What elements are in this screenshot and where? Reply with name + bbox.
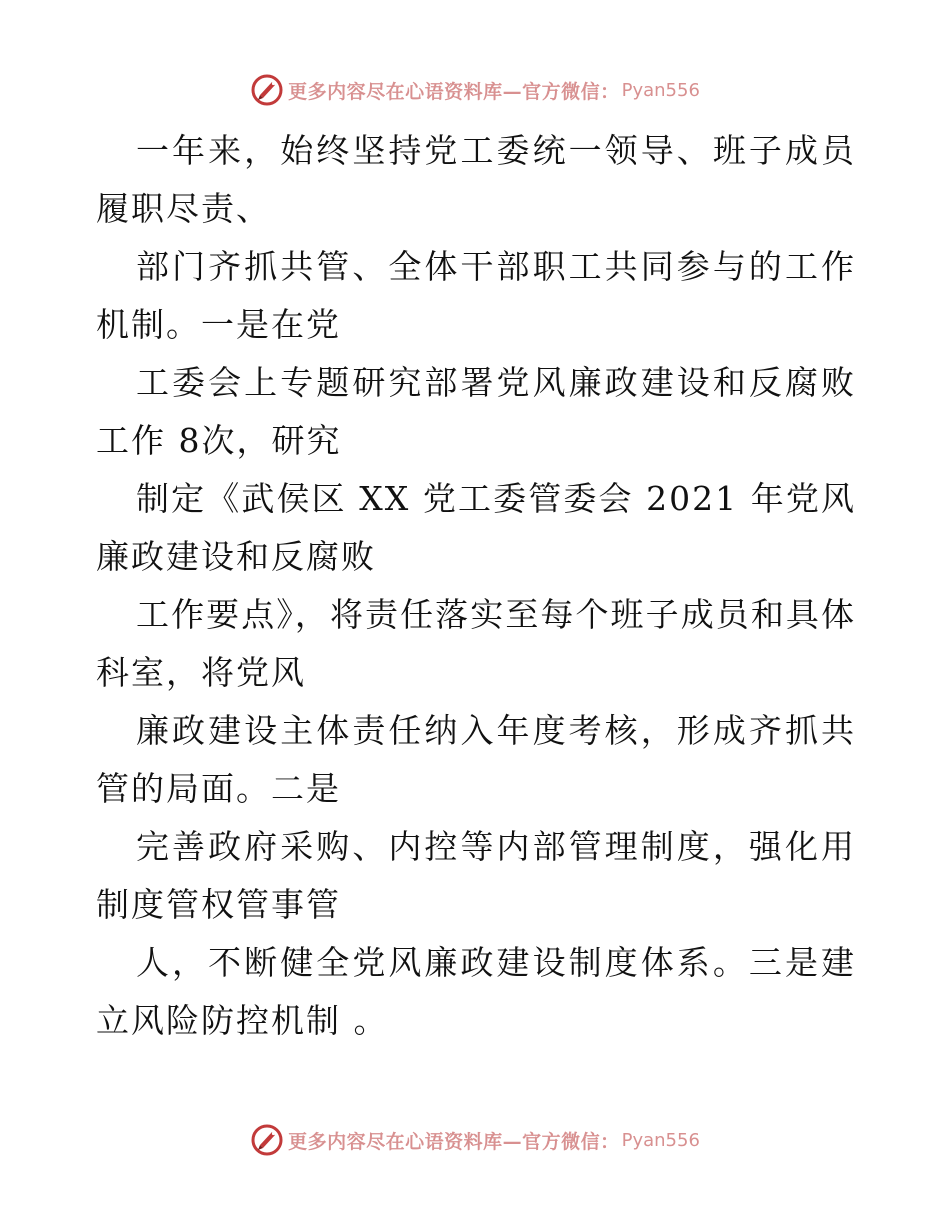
heart-pen-logo-icon: [250, 1123, 284, 1157]
paragraph: 工作要点》，将责任落实至每个班子成员和具体科室，将党风: [96, 595, 856, 692]
header-wechat-id: Pyan556: [621, 79, 700, 101]
paragraph: 人，不断健全党风廉政建设制度体系。三是建立风险防控机制 。: [96, 943, 856, 1040]
footer-banner: [0, 1120, 950, 1160]
heart-pen-logo-icon: [250, 73, 284, 107]
footer-banner-text: 更多内容尽在心语资料库—官方微信：: [288, 1130, 620, 1153]
header-banner: [0, 70, 950, 110]
header-banner-text: 更多内容尽在心语资料库—官方微信：: [288, 80, 620, 103]
paragraph: 完善政府采购、内控等内部管理制度，强化用制度管权管事管: [96, 827, 856, 924]
paragraph: 工委会上专题研究部署党风廉政建设和反腐败工作 8次，研究: [96, 363, 856, 460]
document-body: [96, 122, 856, 1050]
paragraph: 制定《武侯区 XX 党工委管委会 2021 年党风廉政建设和反腐败: [96, 479, 856, 576]
paragraph: 部门齐抓共管、全体干部职工共同参与的工作机制。一是在党: [96, 247, 856, 344]
paragraph: 一年来，始终坚持党工委统一领导、班子成员履职尽责、: [96, 131, 856, 228]
paragraph: 廉政建设主体责任纳入年度考核，形成齐抓共管的局面。二是: [96, 711, 856, 808]
footer-wechat-id: Pyan556: [621, 1129, 700, 1151]
